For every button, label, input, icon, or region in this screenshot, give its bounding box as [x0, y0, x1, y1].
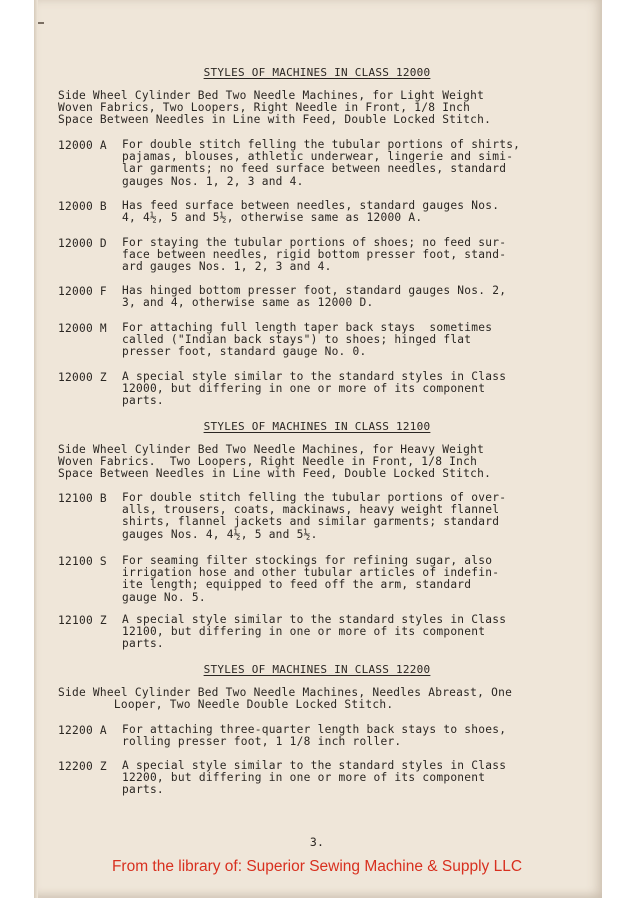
style-code: 12000 F — [58, 285, 107, 298]
style-description: A special style similar to the standard styles in Class 12200, but differing in one or more of its component parts. — [122, 759, 507, 797]
style-code: 12100 S — [58, 555, 107, 568]
section-intro-12100: Side Wheel Cylinder Bed Two Needle Machines, for Heavy Weight Woven Fabrics. Two Loopers, Right Needle in Front, 1/8 Inch Space Between Needles in Line with Feed, Double Locked Stitch. — [58, 443, 492, 481]
style-description: For double stitch felling the tubular portions of over- alls, trousers, coats, mackinaws, heavy weight flannel shirts, flannel jackets and similar garments; standard gauges Nos. 4, 4½, 5 and 5½. — [122, 491, 507, 541]
section-heading-12000: STYLES OF MACHINES IN CLASS 12000 — [203, 66, 431, 79]
style-description: For attaching three-quarter length back stays to shoes, rolling presser foot, 1 1/8 inch roller. — [122, 723, 507, 749]
section-heading-12100: STYLES OF MACHINES IN CLASS 12100 — [203, 420, 431, 433]
style-description: For staying the tubular portions of shoes; no feed sur- face between needles, rigid bottom presser foot, stand- ard gauges Nos. 1, 2, 3 and 4. — [122, 236, 507, 274]
style-description: For double stitch felling the tubular portions of shirts, pajamas, blouses, athletic underwear, lingerie and simi- lar garments; no feed surface between needles, standard gauges Nos. 1, 2, 3 and 4. — [122, 138, 521, 188]
style-code: 12200 A — [58, 724, 107, 737]
style-code: 12000 D — [58, 237, 107, 250]
library-footer: From the library of: Superior Sewing Machine & Supply LLC — [111, 858, 523, 875]
style-code: 12000 Z — [58, 371, 107, 384]
style-description: A special style similar to the standard styles in Class 12100, but differing in one or more of its component parts. — [122, 613, 507, 651]
style-description: Has hinged bottom presser foot, standard gauges Nos. 2, 3, and 4, otherwise same as 12000 D. — [122, 284, 507, 310]
style-description: Has feed surface between needles, standard gauges Nos. 4, 4½, 5 and 5½, otherwise same as 12000 A. — [122, 199, 500, 225]
page-number: 3. — [309, 835, 325, 849]
section-intro-12000: Side Wheel Cylinder Bed Two Needle Machines, for Light Weight Woven Fabrics, Two Loopers, Right Needle in Front, 1/8 Inch Space Between Needles in Line with Feed, Double Locked Stitch. — [58, 89, 492, 127]
style-code: 12200 Z — [58, 760, 107, 773]
section-intro-12200: Side Wheel Cylinder Bed Two Needle Machines, Needles Abreast, One Looper, Two Needle Double Locked Stitch. — [58, 686, 513, 712]
style-code: 12000 M — [58, 322, 107, 335]
style-code: 12000 B — [58, 200, 107, 213]
style-code: 12000 A — [58, 139, 107, 152]
section-heading-12200: STYLES OF MACHINES IN CLASS 12200 — [203, 663, 431, 676]
style-description: For attaching full length taper back stays sometimes called ("Indian back stays") to shoes; hinged flat presser foot, standard gauge No. 0. — [122, 321, 493, 359]
style-code: 12100 B — [58, 492, 107, 505]
style-description: A special style similar to the standard styles in Class 12000, but differing in one or more of its component parts. — [122, 370, 507, 408]
style-description: For seaming filter stockings for refining sugar, also irrigation hose and other tubular articles of indefin- ite length; equipped to feed off the arm, standard gauge No. 5. — [122, 554, 500, 604]
style-code: 12100 Z — [58, 614, 107, 627]
